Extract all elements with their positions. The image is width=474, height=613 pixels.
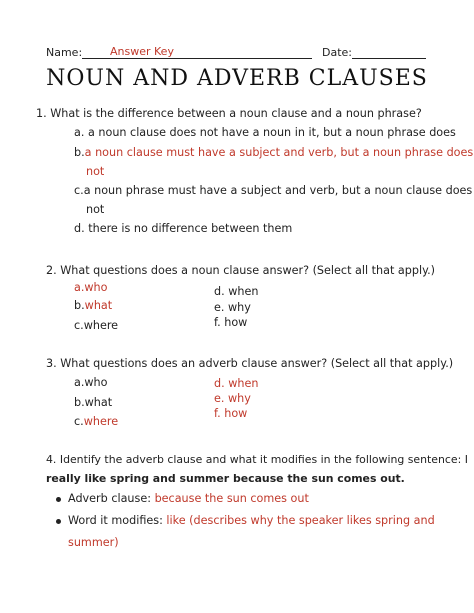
q4-bullet2-label: Word it modifies:	[68, 514, 167, 527]
q1-option-c: c.a noun phrase must have a subject and verb, but a noun clause does	[74, 184, 473, 197]
q1-option-d: d. there is no difference between them	[74, 222, 293, 235]
bullet-icon	[56, 519, 61, 524]
q2-option-b-answer: what	[84, 299, 113, 312]
q3-option-f: f. how	[214, 407, 248, 420]
q3-option-c-answer: where	[83, 415, 119, 428]
q1-option-b-cont: not	[86, 165, 105, 178]
q1-option-b-answer: a noun clause must have a subject and verb, but a noun phrase does	[84, 146, 474, 159]
q1-question: 1. What is the difference between a noun clause and a noun phrase?	[36, 107, 422, 120]
q2-option-d: d. when	[214, 285, 259, 298]
q4-bullet2-answer: like (describes why the speaker likes spring and	[166, 514, 435, 527]
q2-question: 2. What questions does a noun clause answer? (Select all that apply.)	[46, 264, 436, 277]
q2-option-b	[74, 299, 112, 312]
q4-bullet1	[68, 492, 309, 505]
q1-option-a: a. a noun clause does not have a noun in it, but a noun phrase does	[74, 126, 456, 139]
q2-option-f: f. how	[214, 316, 248, 329]
q3-option-d: d. when	[214, 377, 259, 390]
q2-option-a: a.who	[74, 281, 108, 294]
q2-option-c: c.where	[74, 319, 119, 332]
q3-option-c	[74, 415, 118, 428]
q1-option-b-letter: b.	[74, 146, 85, 159]
q4-bullet2-cont: summer)	[68, 536, 119, 549]
q1-option-b	[74, 146, 473, 159]
q3-question: 3. What questions does an adverb clause answer? (Select all that apply.)	[46, 357, 454, 370]
name-value: Answer Key	[110, 45, 174, 58]
q3-option-b: b.what	[74, 396, 113, 409]
date-label: Date:	[322, 46, 352, 59]
q2-option-e: e. why	[214, 301, 251, 314]
q4-bullet2	[68, 514, 435, 527]
name-underline	[82, 58, 312, 59]
name-label: Name:	[46, 46, 83, 59]
bullet-icon	[56, 497, 61, 502]
q4-question-line1: 4. Identify the adverb clause and what it modifies in the following sentence: I	[46, 453, 468, 466]
q1-option-c-cont: not	[86, 203, 105, 216]
q3-option-e: e. why	[214, 392, 251, 405]
q4-bullet1-answer: because the sun comes out	[154, 492, 309, 505]
page-title: NOUN AND ADVERB CLAUSES	[46, 66, 428, 91]
q3-option-a: a.who	[74, 376, 108, 389]
date-underline	[352, 58, 426, 59]
q4-question-line2: really like spring and summer because the sun comes out.	[46, 472, 405, 485]
q4-bullet1-label: Adverb clause:	[68, 492, 155, 505]
q3-option-c-letter: c.	[74, 415, 84, 428]
q2-option-b-letter: b.	[74, 299, 85, 312]
